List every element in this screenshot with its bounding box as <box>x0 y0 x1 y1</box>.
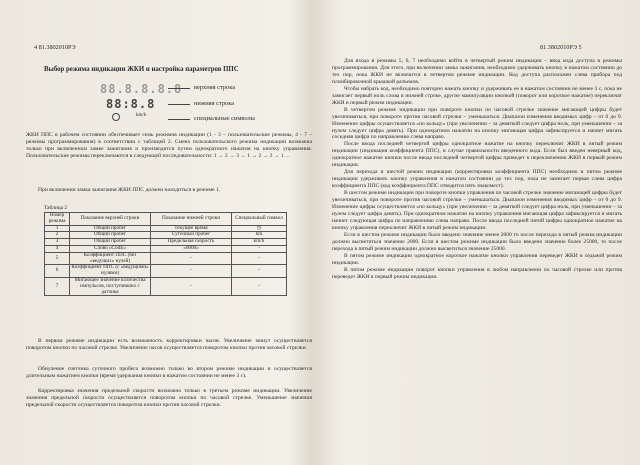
right-paragraph: В пятом режиме индикации однократное короткое нажатие кнопки управления переведет ЖКИ в седьмой режим индикации. <box>332 252 622 266</box>
table-cell: Общий пробег <box>70 239 151 246</box>
clock-icon <box>112 113 120 121</box>
label-bottom-row: нижняя строка <box>194 100 235 107</box>
table-cell: - <box>232 252 287 265</box>
table-row <box>45 225 287 232</box>
table-cell: Коэффициент ППС (с «ведущими» нулями) <box>71 264 149 277</box>
table-cell: 3 <box>45 239 70 246</box>
table-cell: - <box>151 277 232 295</box>
table-cell: Предельная скорость <box>151 239 232 246</box>
table-row <box>45 232 287 239</box>
table-cell: Общий пробег <box>70 225 151 232</box>
lcd-display-figure <box>98 82 183 126</box>
table-cell: «0000» <box>151 245 232 252</box>
table-row <box>45 277 287 295</box>
right-paragraph: Чтобы набрать код, необходимо повторно нажать кнопку и удерживать ее в нажатом состоянии не менее 3 с, пока не замигает первый ноль слова в нижней строке, другие манипуляции кнопкой (поворот или короткое нажатие) переключат ЖКИ в первый режим индикации. <box>332 85 622 106</box>
paragraph-clock: В первом режиме индикации есть возможность корректировки часов. Увеличение минут осуществляется поворотом кнопки по часовой стрелке. Увеличение часов осуществляется поворотом кнопки против часовой стрелки. <box>26 338 312 351</box>
table-cell: Слово «CodE» <box>70 245 151 252</box>
table-cell: 7 <box>45 277 70 295</box>
leader-line-symbols <box>168 119 190 120</box>
table-cell: Мигающее значение количества импульсов, поступивших с датчика <box>70 277 151 295</box>
intro-paragraph <box>26 132 312 160</box>
table-row <box>45 265 287 278</box>
lcd-middle-row: 88:8.8 <box>106 97 156 111</box>
table-cell: 5 <box>45 252 70 265</box>
right-paragraph: После ввода последней четвертой цифры однократное нажатие на кнопку переключит ЖКИ в пятый режим индикации (индикация коэффициента ППС), в случае правильности введенного кода. Если был введен неверный код, однократное нажатие кнопки после ввода последней четвертой цифры приведет к переключению ЖКИ в первый режим индикации. <box>332 141 622 169</box>
header-cell: Показание нижней строки <box>151 213 232 226</box>
lcd-top-row: 88.8.8.8.8 <box>100 82 183 96</box>
table-cell: 2 <box>45 232 70 239</box>
table-row <box>45 252 287 265</box>
table-caption: Таблица 2 <box>44 205 68 211</box>
table-cell: 1 <box>45 225 70 232</box>
label-special-symbols: специальные символы <box>194 115 255 122</box>
table-cell: Коэффициент ППС (без «ведущих» нулей) <box>70 252 151 265</box>
table-cell: - <box>151 265 232 278</box>
right-paragraph: Если в шестом режиме индикации было введено значение менее 2000 то после перехода в пятый режим индикации должно высветиться значение 2000. Если в шестом режиме индикации было введено значение более 25000, то после перехода в пятый режим индикации должно высветиться значение 25000. <box>332 231 622 252</box>
table-cell: ◷ <box>232 225 287 232</box>
right-paragraph: В четвертом режиме индикации при повороте кнопки по часовой стрелке значение мигающей цифры будет увеличиваться, при повороте против часовой стрелки – уменьшаться. Диапазон изменения вводимых цифр – от 0 до 9. Изменение цифры осуществляется «по кольцу» (при увеличении – за девяткой следует цифра ноль, при уменьшении – за нулем следует цифра девять). При однократном нажатии на кнопку мигающая цифра зафиксируется и начнет мигать соседняя цифра по направлению слева направо. <box>332 106 622 141</box>
table-cell: 4 <box>45 245 70 252</box>
header-cell: Показание верхней строки <box>70 213 151 226</box>
right-paragraph: Для входа в режимы 5, 6, 7 необходимо войти в четвертый режим индикации – ввод кода доступа в режимы программирования. Для этого, при включении замка зажигания, необходимо удерживать кнопку в нажатом состоянии до тех пор, пока ЖКИ не включится в четвертом режиме индикации. Код доступа расположен слева прибора под пломбировочной крышкой разъемов. <box>332 58 622 85</box>
table-cell: 6 <box>45 265 70 278</box>
table-cell: - <box>232 265 287 278</box>
modes-table <box>44 212 287 296</box>
leader-line-top <box>168 88 190 89</box>
right-paragraph: Для перехода в шестой режим индикации (корректировки коэффициента ППС) необходимо в пятом режиме индикации удерживать кнопку управления в нажатом состоянии до тех пор, пока не замигает первая слева цифра коэффициента ППС (код коэффициента ППС отводится пять знакомест). <box>332 169 622 190</box>
units-symbol: km/h <box>136 113 147 118</box>
table-cell: - <box>232 277 287 295</box>
table-cell: km <box>232 232 287 239</box>
label-top-row: верхняя строка <box>194 84 236 91</box>
intro-text: ЖКИ ППС в рабочем состоянии обеспечивает семь режимов индикации (1 - 3 – пользовательские режимы, 4 - 7 – режимы программирования) в соответствии с таблицей 2. Смена пользовательского режима индикации возможна только при включенном замке зажигания и производится путем однократного нажатия на кнопку управления. Пользовательские режимы переключаются в следующей последовательности: 1 → 2 → 3 → 1 → 2 → 3 → 1 … <box>26 132 312 159</box>
right-page-text <box>332 58 622 281</box>
header-cell: Специальный символ <box>232 213 287 226</box>
table-cell: - <box>151 252 232 265</box>
header-cell: Номер режима <box>45 213 70 226</box>
table-row <box>45 245 287 252</box>
section-title: Выбор режима индикации ЖКИ и настройка параметров ППС <box>44 66 239 73</box>
table-cell: - <box>232 245 287 252</box>
right-paragraph: В пятом режиме индикации поворот кнопки управления в любом направлении по часовой стрелке или против переведет ЖКИ в первый режим индикации. <box>332 266 622 280</box>
intro-paragraph-2: При включении замка зажигания ЖКИ ППС должен находиться в режиме 1. <box>38 187 221 193</box>
right-paragraph: В шестом режиме индикации при повороте кнопки управления по часовой стрелке значение мигающей цифры будет увеличиваться, при повороте против часовой стрелки – уменьшаться. Диапазон изменения вводимых цифр – от 0 до 9. Изменение цифры осуществляется «по кольцу» (при увеличении – за девяткой следует цифра ноль, при уменьшении – за нулем следует цифра девять). При однократном нажатии на кнопку управления мигающая цифра зафиксируется и мигать начнет следующая цифра по направлению слева направо. После ввода последней пятой цифры однократное нажатие на кнопку управления переключит ЖКИ в пятый режим индикации. <box>332 190 622 231</box>
table-cell: km/h <box>232 239 287 246</box>
leader-line-middle <box>168 104 190 105</box>
page-header-left: 4 81.3802010РЭ <box>34 44 76 51</box>
table-cell: Общий пробег <box>70 232 151 239</box>
paragraph-speed-limit: Корректировка значения предельной скорости возможна только в третьем режиме индикации. Увеличение значения предельной скорости осуществляется поворотом кнопки по часовой стрелке. Уменьшение значения предельной скорости осуществляется поворотом кнопки против часовой стрелки. <box>26 388 312 408</box>
table-cell: Суточный пробег <box>151 232 232 239</box>
table-header-row <box>45 213 287 226</box>
table-row <box>45 239 287 246</box>
table-cell: Текущее время <box>151 225 232 232</box>
paragraph-trip-reset: Обнуление счетчика суточного пробега возможно только во втором режиме индикации и осуществляется длительным нажатием кнопки (время удержания кнопки в нажатом состоянии не менее 3 с). <box>26 366 312 379</box>
page-header-right: 81.3802010РЭ 5 <box>540 44 582 51</box>
